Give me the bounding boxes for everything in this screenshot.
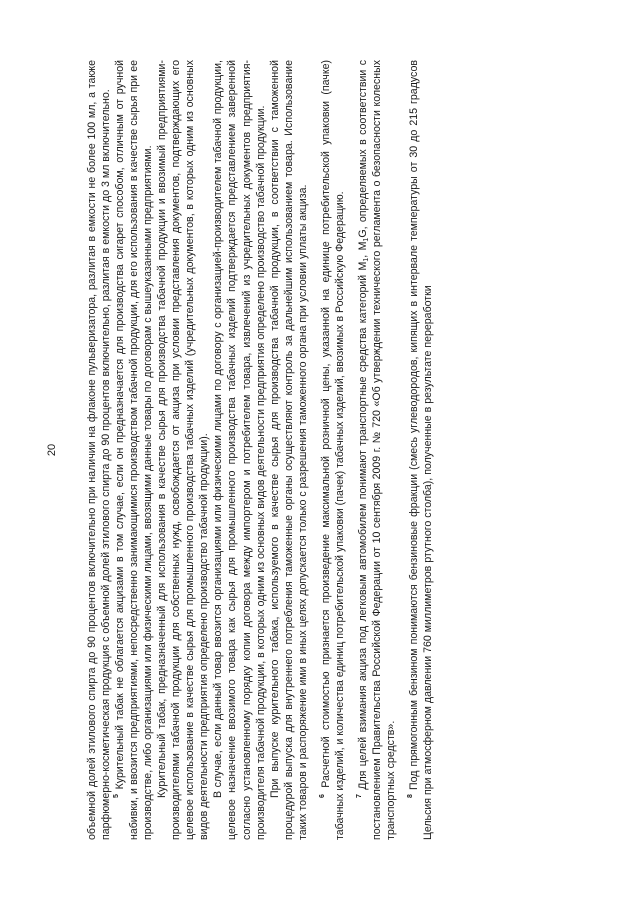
paragraph-text: , M	[356, 241, 369, 258]
footnote-5	[113, 60, 155, 840]
subscript: 1	[362, 237, 370, 242]
paragraph-text: В случае, если данный товар ввозится организациями или физическими лицами по договору с организацией-производителем табачной продукции, целевое назначение ввозимого товара как сырья для промышленного производства табачных изделий подтверждается представлением заверенной согласно установленному порядку копии договора между импортером и потребителем товара, извлечений из учредительных документов предприятия-производителя табачной продукции, в которых одним из основных видов деятельности предприятия определено производство табачной продукции.	[212, 60, 267, 840]
paragraph-text: объемной долей этилового спирта до 90 процентов включительно при наличии на флаконе пульверизатора, разлитая в емкости не более 100 мл, а также парфюмерно-косметическая продукция с объемной долей этилового спирта до 90 процентов включительно, разлитая в емкости до 3 мл включительно.	[86, 60, 113, 840]
footnote-marker: 8	[406, 794, 414, 798]
subscript: 1	[362, 257, 370, 262]
footnote-marker: 7	[355, 794, 363, 798]
paragraph	[211, 60, 267, 840]
paragraph-text: Под прямогонным бензином понимаются бензиновые фракции (смесь углеводородов, кипящих в интервале температуры от 30 до 215 градусов Цельсия при атмосферном давлении 760 миллиметров ртутного столба), полученные в результате переработки	[407, 60, 435, 840]
footnote-8	[407, 60, 435, 840]
paragraph-text: G, определяемых в соответствии с постановлением Правительства Российской Федерации от 10 сентября 2009 г. № 720 «Об утверждении технического регламента о безопасности колесных транспортных средств».	[356, 60, 397, 840]
footnote-marker: 6	[318, 794, 326, 798]
footnotes-body	[85, 60, 435, 840]
page-number: 20	[46, 443, 58, 457]
footnote-6	[319, 60, 347, 840]
rotated-page-content	[45, 60, 595, 840]
footnote-7	[356, 60, 398, 840]
paragraph	[85, 60, 113, 840]
paragraph-text: Для целей взимания акциза под легковым автомобилем понимают транспортные средства категорий M	[356, 261, 369, 790]
footnote-marker: 5	[113, 794, 121, 798]
paragraph	[155, 60, 211, 840]
paragraph-text: Курительный табак, предназначенный для использования в качестве сырья для производства табачной продукции и ввозимый предприятиями-производителями табачной продукции для собственных нужд, освобождается от акциза при условии представления документов, подтверждающих его целевое использование в качестве сырья для промышленного производства табачных изделий (учредительных документов, в которых одним из основных видов деятельности предприятия определено производство табачной продукции).	[156, 60, 211, 840]
paragraph-text: Расчетной стоимостью признается произведение максимальной розничной цены, указанной на единице потребительской упаковки (пачке) табачных изделий, и количества единиц потребительской упаковки (пачек) табачных изделий, ввозимых в Российскую Федерацию.	[319, 60, 346, 840]
paragraph-text: Курительный табак не облагается акцизами в том случае, если он предназначается для производства сигарет способом, отличным от ручной набивки, и ввозится предприятиями, непосредственно занимающимися производством табачной продукции, для его использования в качестве сырья при ее производстве, либо организациями или физическими лицами, ввозящими данные товары по договорам с вышеуказанными предприятиями.	[114, 59, 155, 840]
paragraph	[268, 60, 310, 840]
paragraph-text: При выпуске курительного табака, используемого в качестве сырья для производства табачной продукции, в соответствии с таможенной процедурой выпуска для внутреннего потребления таможенные органы осуществляют контроль за дальнейшим использованием товара. Использование таких товаров и распоряжение ими в иных целях допускается только с разрешения таможенного органа при условии уплаты акциза.	[268, 60, 309, 840]
